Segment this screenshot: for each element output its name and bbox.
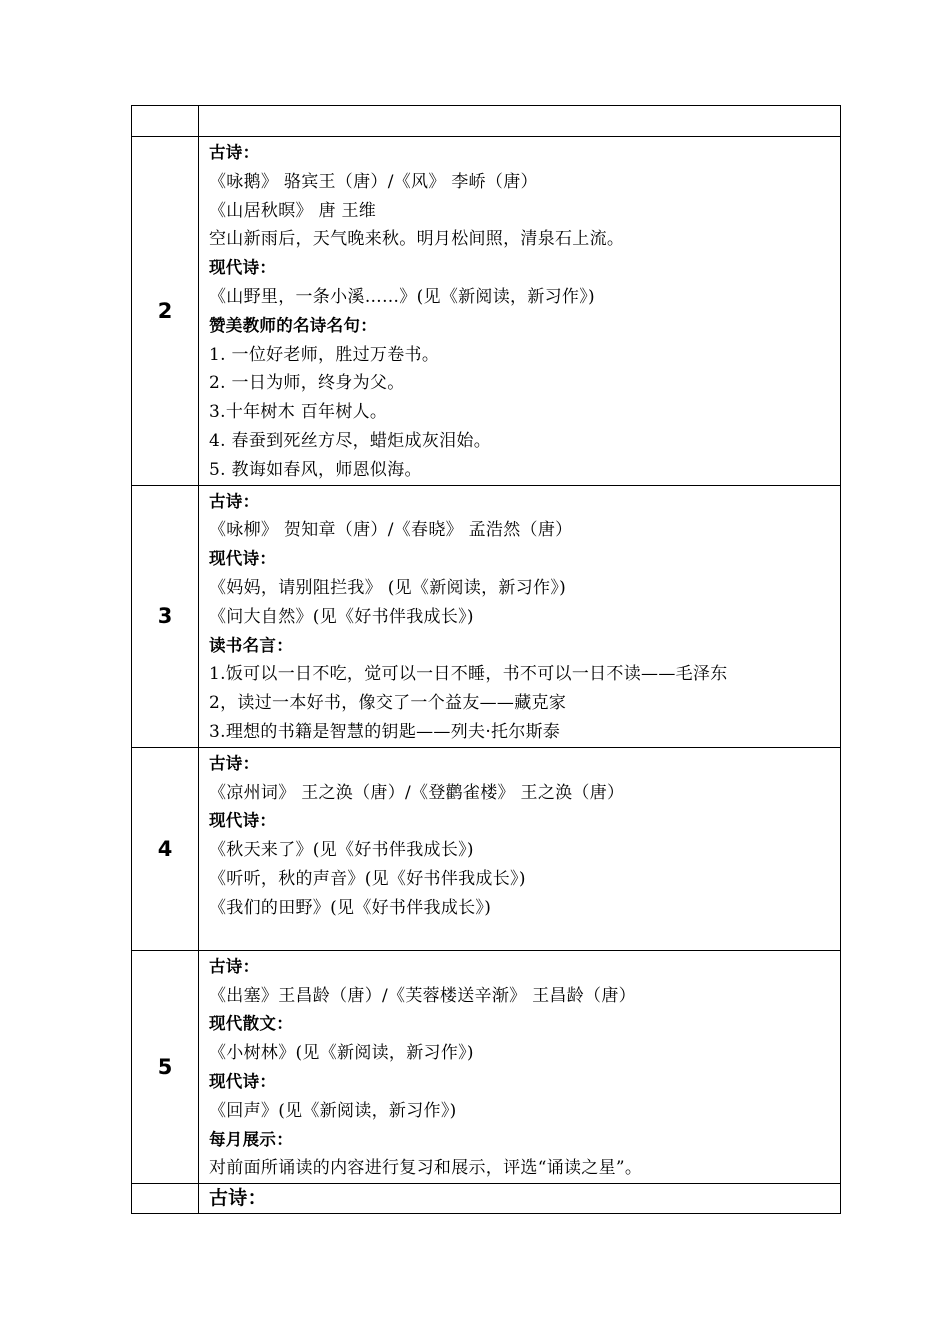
content-line: 《凉州词》 王之涣（唐）/《登鹳雀楼》 王之涣（唐）: [209, 782, 625, 803]
content-line: 《妈妈，请别阻拦我》 (见《新阅读，新习作》): [209, 577, 567, 598]
content-line: 《咏柳》 贺知章（唐）/《春晓》 孟浩然（唐）: [209, 520, 573, 541]
schedule-table-body: [132, 106, 841, 1214]
section-heading: 读书名言：: [209, 635, 293, 655]
content-line: 3.理想的书籍是智慧的钥匙——列夫·托尔斯泰: [209, 721, 561, 742]
content-line: 《山居秋暝》 唐 王维: [209, 200, 377, 221]
week-number: 4: [157, 836, 173, 861]
week-number-cell: [132, 137, 199, 486]
content-cell: [199, 747, 841, 950]
week-number-cell: [132, 1184, 199, 1214]
week-number: 5: [157, 1054, 173, 1079]
section-heading: 现代散文：: [209, 1014, 293, 1034]
table-row: [132, 950, 841, 1183]
content-cell: [199, 106, 841, 137]
table-row: [132, 1184, 841, 1214]
week-number-cell: [132, 106, 199, 137]
content-cell: [199, 950, 841, 1183]
schedule-table: [131, 105, 841, 1214]
table-row: [132, 137, 841, 486]
table-row: [132, 106, 841, 137]
table-row: [132, 485, 841, 747]
content-cell: [199, 1184, 841, 1214]
section-heading: 赞美教师的名诗名句：: [209, 315, 377, 335]
week-number: 3: [157, 604, 173, 629]
content-line: 《问大自然》(见《好书伴我成长》): [209, 606, 474, 627]
section-heading: 每月展示：: [209, 1129, 293, 1149]
section-heading: 古诗：: [209, 143, 260, 162]
section-heading: 古诗：: [209, 1187, 267, 1210]
content-line: 《听听，秋的声音》(见《好书伴我成长》): [209, 868, 526, 889]
week-number-cell: [132, 950, 199, 1183]
content-line: 4. 春蚕到死丝方尽，蜡炬成灰泪始。: [209, 430, 492, 451]
content-line: 《我们的田野》(见《好书伴我成长》): [209, 897, 492, 918]
content-line: 3.十年树木 百年树人。: [209, 402, 388, 423]
section-heading: 古诗：: [209, 491, 260, 511]
content-line: 2. 一日为师，终身为父。: [209, 373, 405, 394]
table-row: [132, 747, 841, 950]
section-heading: 现代诗：: [209, 811, 277, 831]
content-cell: [199, 137, 841, 486]
section-heading: 现代诗：: [209, 1071, 277, 1091]
section-heading: 古诗：: [209, 753, 260, 773]
section-heading: 现代诗：: [209, 549, 277, 569]
section-heading: 现代诗：: [209, 258, 277, 278]
content-line: 《山野里，一条小溪……》(见《新阅读，新习作》): [209, 286, 595, 307]
week-number-cell: [132, 747, 199, 950]
week-number: 2: [157, 298, 173, 323]
section-heading: 古诗：: [209, 956, 260, 976]
content-cell: [199, 485, 841, 747]
content-line: 《小树林》(见《新阅读，新习作》): [209, 1043, 474, 1064]
content-line: 《回声》(见《新阅读，新习作》): [209, 1100, 457, 1121]
content-line: 《出塞》王昌龄（唐）/《芙蓉楼送辛渐》 王昌龄（唐）: [209, 985, 636, 1006]
content-line: 空山新雨后，天气晚来秋。明月松间照，清泉石上流。: [209, 229, 625, 250]
content-line: 1.饭可以一日不吃，觉可以一日不睡，书不可以一日不读——毛泽东: [209, 664, 728, 685]
week-number-cell: [132, 485, 199, 747]
content-line: 对前面所诵读的内容进行复习和展示，评选“诵读之星”。: [209, 1158, 643, 1179]
content-line: 1. 一位好老师，胜过万卷书。: [209, 344, 440, 365]
content-line: 《秋天来了》(见《好书伴我成长》): [209, 840, 474, 861]
content-line: 2，读过一本好书，像交了一个益友——藏克家: [209, 693, 567, 714]
content-line: 《咏鹅》 骆宾王（唐）/《风》 李峤（唐）: [209, 171, 538, 192]
content-line: 5. 教诲如春风，师恩似海。: [209, 459, 422, 480]
